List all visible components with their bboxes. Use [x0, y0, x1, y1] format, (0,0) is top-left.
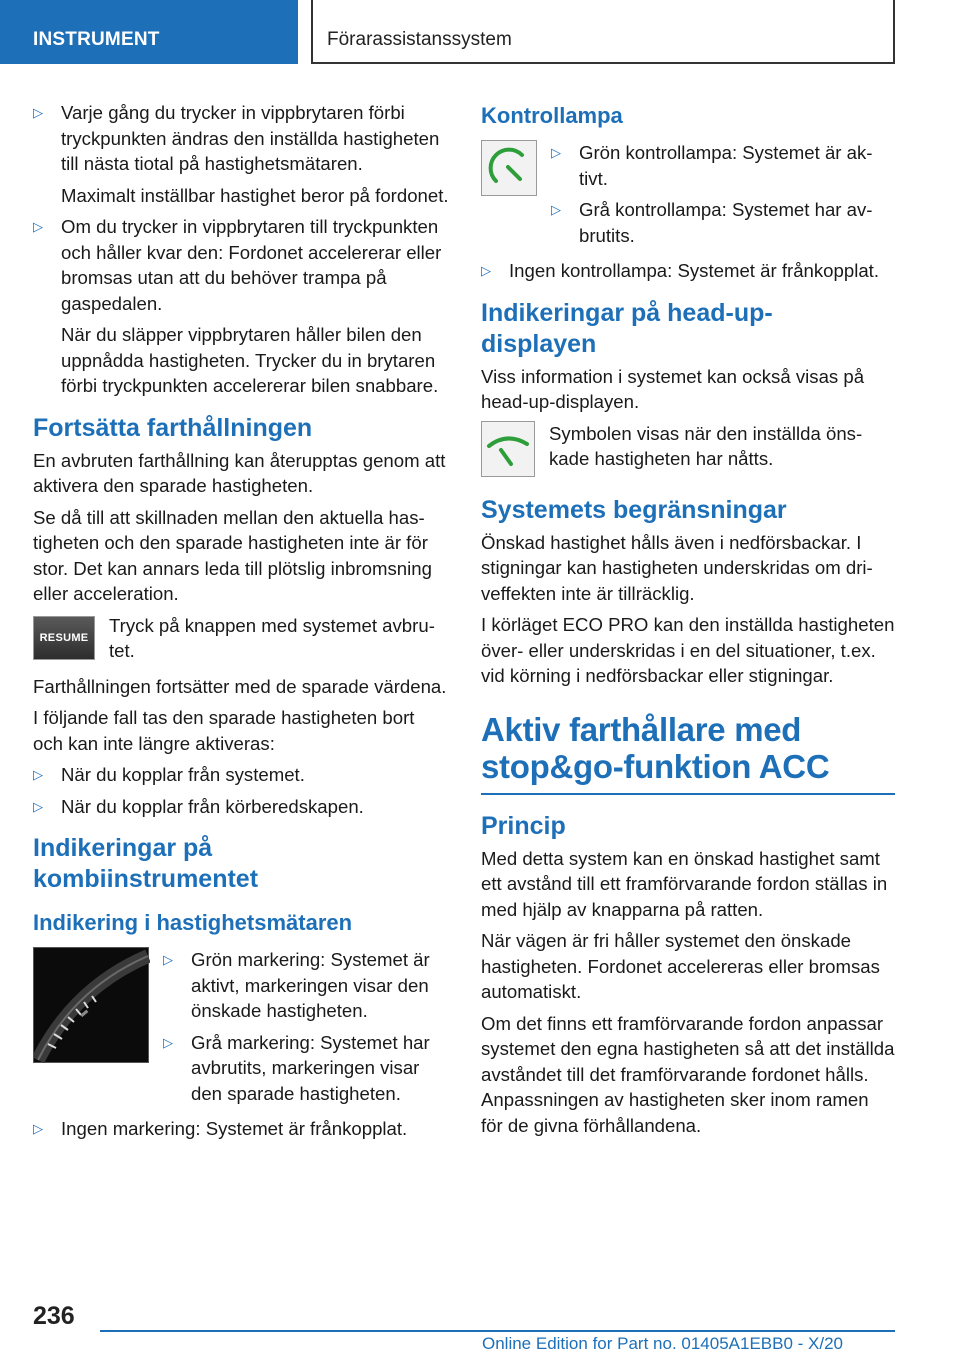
page-number: 236	[33, 1302, 75, 1330]
list-item: ▷ När du kopplar från körberedskapen.	[33, 794, 449, 820]
left-column	[33, 100, 449, 1148]
paragraph: Önskad hastighet hålls även i nedförsbackar. I stigningar kan hastigheten underskridas om driveffekten inte är tillräcklig.	[481, 531, 873, 604]
no-marking-list	[33, 1116, 449, 1142]
speedometer-marking-image	[33, 947, 149, 1063]
list-item: ▷ Grå markering: Systemet har avbrutits, markeringen visar den sparade hastigheten.	[163, 1031, 430, 1104]
section-heading-resume: Fortsätta farthållningen	[33, 413, 313, 442]
header-title-box	[311, 0, 895, 64]
section-heading-lamp: Kontrollampa	[481, 103, 623, 128]
triangle-bullet-icon: ▷	[33, 219, 43, 234]
header-section-tab	[0, 0, 298, 64]
triangle-bullet-icon: ▷	[163, 1034, 173, 1050]
triangle-bullet-icon: ▷	[33, 767, 43, 782]
intro-list	[33, 100, 449, 399]
triangle-bullet-icon: ▷	[33, 798, 43, 814]
paragraph: Viss information i systemet kan också visas på head-up-displayen.	[481, 365, 865, 412]
list-item: ▷ Grön kontrollampa: Systemet är aktivt.	[551, 142, 873, 189]
paragraph: Se då till att skillnaden mellan den aktuella hastigheten och den sparade hastigheten inte är för stor. Det kan annars leda till plötslig inbromsning eller acceleration.	[33, 506, 432, 604]
cruise-control-lamp-icon	[481, 140, 537, 196]
list-item: ▷ Ingen kontrollampa: Systemet är frånkopplat.	[481, 258, 895, 284]
resume-button-description: Tryck på knappen med systemet avbrutet.	[109, 614, 435, 661]
paragraph: I följande fall tas den sparade hastigheten bort och kan inte längre aktiveras:	[33, 707, 415, 754]
hud-cruise-symbol-icon	[481, 421, 535, 477]
chapter-heading-acc: Aktiv farthållare med stop&go-funktion ACC	[481, 710, 830, 785]
heading-divider	[481, 793, 895, 795]
list-item: ▷ Ingen markering: Systemet är frånkopplat.	[33, 1116, 449, 1142]
triangle-bullet-icon: ▷	[551, 145, 561, 160]
section-heading-hud: Indikeringar på head-up-displayen	[481, 298, 773, 358]
list-item	[33, 214, 449, 399]
footer-divider	[100, 1330, 895, 1332]
triangle-bullet-icon: ▷	[481, 263, 491, 278]
resume-button-row	[33, 613, 449, 664]
section-heading-principle: Princip	[481, 811, 566, 840]
sub-heading-speedometer: Indikering i hastighetsmätaren	[33, 910, 353, 935]
paragraph: Om du trycker in vippbrytaren till tryckpunkten och håller kvar den: Fordonet accelererar eller bromsas utan att du behöver trampa på gaspedalen.	[61, 216, 442, 314]
paragraph: När du släpper vippbrytaren håller bilen den uppnådda hastigheten. Trycker du in brytaren förbi tryckpunkten accelererar bilen snabbare.	[61, 324, 439, 396]
footer-edition: Online Edition for Part no. 01405A1EBB0 - X/20	[482, 1334, 844, 1353]
paragraph: När vägen är fri håller systemet den önskade hastigheten. Fordonet accelereras eller bromsas automatiskt.	[481, 930, 880, 1002]
paragraph: Farthållningen fortsätter med de sparade värdena.	[33, 675, 447, 697]
list-item: ▷ Grå kontrollampa: Systemet har avbrutits.	[551, 199, 873, 246]
triangle-bullet-icon: ▷	[33, 105, 43, 120]
speedometer-row	[33, 947, 449, 1112]
resume-button-label: RESUME	[39, 631, 89, 644]
list-item: ▷ När du kopplar från systemet.	[33, 762, 449, 788]
section-heading-cluster: Indikeringar på kombiinstrumentet	[33, 834, 259, 893]
list-item	[33, 100, 449, 208]
list-item: ▷ Grön markering: Systemet är aktivt, markeringen visar den önskade hastigheten.	[163, 949, 430, 1021]
paragraph: Med detta system kan en önskad hastighet samt ett avstånd till ett framförvarande fordon ställas in med hjälp av knapparna på ratten.	[481, 847, 888, 920]
paragraph: I körläget ECO PRO kan den inställda hastigheten över- eller underskridas i en del situationer, t.ex. vid körning i nedförsbackar eller stigningar.	[481, 614, 895, 686]
header-title: Förarassistanssystem	[327, 29, 512, 50]
section-heading-limits: Systemets begränsningar	[481, 495, 787, 524]
right-column	[481, 100, 895, 1144]
triangle-bullet-icon: ▷	[33, 1121, 43, 1136]
hud-symbol-description: Symbolen visas när den inställda önskade hastigheten har nåtts.	[549, 422, 863, 469]
triangle-bullet-icon: ▷	[551, 202, 561, 217]
paragraph: Maximalt inställbar hastighet beror på fordonet.	[61, 184, 449, 206]
paragraph: Om det finns ett framförvarande fordon anpassar systemet den egna hastigheten så att det inställda avståndet till det framförvarande fordonet hålls. Anpassningen av hastigheten sker inom ramen för de givna förhållandena.	[481, 1012, 895, 1136]
paragraph: En avbruten farthållning kan återupptas genom att aktivera den sparade hastigheten.	[33, 449, 446, 496]
resume-button-icon	[33, 616, 95, 660]
lamp-row	[481, 140, 895, 254]
header-section-label: INSTRUMENT	[33, 29, 160, 50]
paragraph: Varje gång du trycker in vippbrytaren förbi tryckpunkten ändras den inställda hastigheten till nästa tiotal på hastighetsmätaren.	[61, 102, 440, 174]
triangle-bullet-icon: ▷	[163, 952, 173, 967]
lamp-list	[551, 140, 895, 254]
no-lamp-list	[481, 258, 895, 284]
speedometer-marking-list	[163, 947, 449, 1112]
hud-symbol-row	[481, 421, 895, 477]
resume-cancel-list	[33, 762, 449, 819]
